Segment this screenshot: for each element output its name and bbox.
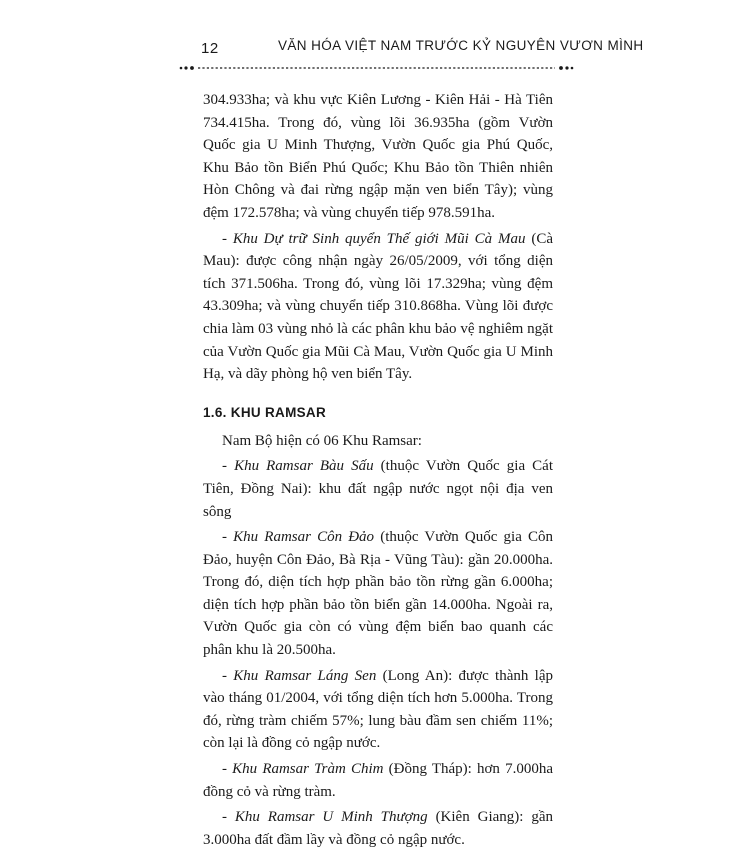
- paragraph-text: (Kiên Giang): gần 3.000ha đất đầm lầy và đồng cỏ ngập nước.: [203, 809, 553, 848]
- list-dash: -: [222, 667, 234, 684]
- list-item-con-dao: [203, 526, 553, 662]
- term-con-dao: Khu Ramsar Côn Đảo: [233, 529, 375, 546]
- list-dash: -: [222, 529, 234, 546]
- paragraph-text: (Đồng Tháp): hơn 7.000ha đồng cỏ và rừng tràm.: [203, 761, 553, 800]
- paragraph-ca-mau-biosphere: [203, 228, 553, 386]
- term-ca-mau-biosphere: Khu Dự trữ Sinh quyển Thế giới Mũi Cà Mau: [232, 230, 526, 247]
- paragraph-text: (Long An): được thành lập vào tháng 01/2004, với tổng diện tích hơn 5.000ha. Trong đó, rừng tràm chiếm 57%; lung bàu đầm sen chiếm 11%; còn lại là đồng cỏ ngập nước.: [203, 667, 553, 752]
- body-text: [203, 89, 553, 851]
- paragraph-text: (thuộc Vườn Quốc gia Cát Tiên, Đồng Nai): khu đất ngập nước ngọt nội địa ven sông: [203, 458, 553, 520]
- list-dash: -: [222, 761, 233, 778]
- list-item-bau-sau: [203, 455, 553, 523]
- list-dash: -: [222, 809, 235, 826]
- running-title: VĂN HÓA VIỆT NAM TRƯỚC KỶ NGUYÊN VƯƠN MÌNH: [278, 38, 644, 53]
- list-item-tram-chim: [203, 758, 553, 803]
- section-heading: 1.6. KHU RAMSAR: [203, 404, 327, 420]
- term-lang-sen: Khu Ramsar Láng Sen: [233, 667, 377, 684]
- term-tram-chim: Khu Ramsar Tràm Chim: [232, 761, 384, 778]
- page-number: 12: [201, 40, 219, 57]
- paragraph-text: (thuộc Vườn Quốc gia Côn Đảo, huyện Côn Đảo, Bà Rịa - Vũng Tàu): gần 20.000ha. Trong đó, diện tích hợp phần bảo tồn rừng gần 6.000ha; diện tích hợp phần bảo tồn biển gần 14.000ha. Ngoài ra, Vườn Quốc gia còn có vùng đệm biển bao quanh các phân khu là 20.500ha.: [203, 529, 554, 659]
- list-item-lang-sen: [203, 665, 553, 755]
- list-dash: -: [222, 230, 233, 247]
- term-u-minh-thuong: Khu Ramsar U Minh Thượng: [234, 809, 428, 826]
- term-bau-sau: Khu Ramsar Bàu Sấu: [234, 458, 374, 475]
- paragraph-text: (Cà Mau): được công nhận ngày 26/05/2009, với tổng diện tích 371.506ha. Trong đó, vùng lõi 17.329ha; vùng đệm 43.309ha; và vùng chuyển tiếp 310.868ha. Vùng lõi được chia làm 03 vùng nhỏ là các phân khu bảo vệ nghiêm ngặt của Vườn Quốc gia Mũi Cà Mau, Vườn Quốc gia U Minh Hạ, và dãy phòng hộ ven biển Tây.: [203, 230, 553, 383]
- ramsar-intro: Nam Bộ hiện có 06 Khu Ramsar:: [222, 432, 422, 449]
- paragraph-biosphere-kien-giang-cont: 304.933ha; và khu vực Kiên Lương - Kiên Hải - Hà Tiên 734.415ha. Trong đó, vùng lõi 36.935ha (gồm Vườn Quốc gia U Minh Thượng, Vườn Quốc gia Phú Quốc, Khu Bảo tồn Biển Phú Quốc; Khu Bảo tồn Thiên nhiên Hòn Chông và đai rừng ngập mặn ven biển Tây); vùng đệm 172.578ha; và vùng chuyển tiếp 978.591ha.: [203, 92, 553, 221]
- header-divider: [178, 64, 575, 72]
- list-item-u-minh-thuong: [203, 806, 553, 851]
- list-dash: -: [222, 458, 235, 475]
